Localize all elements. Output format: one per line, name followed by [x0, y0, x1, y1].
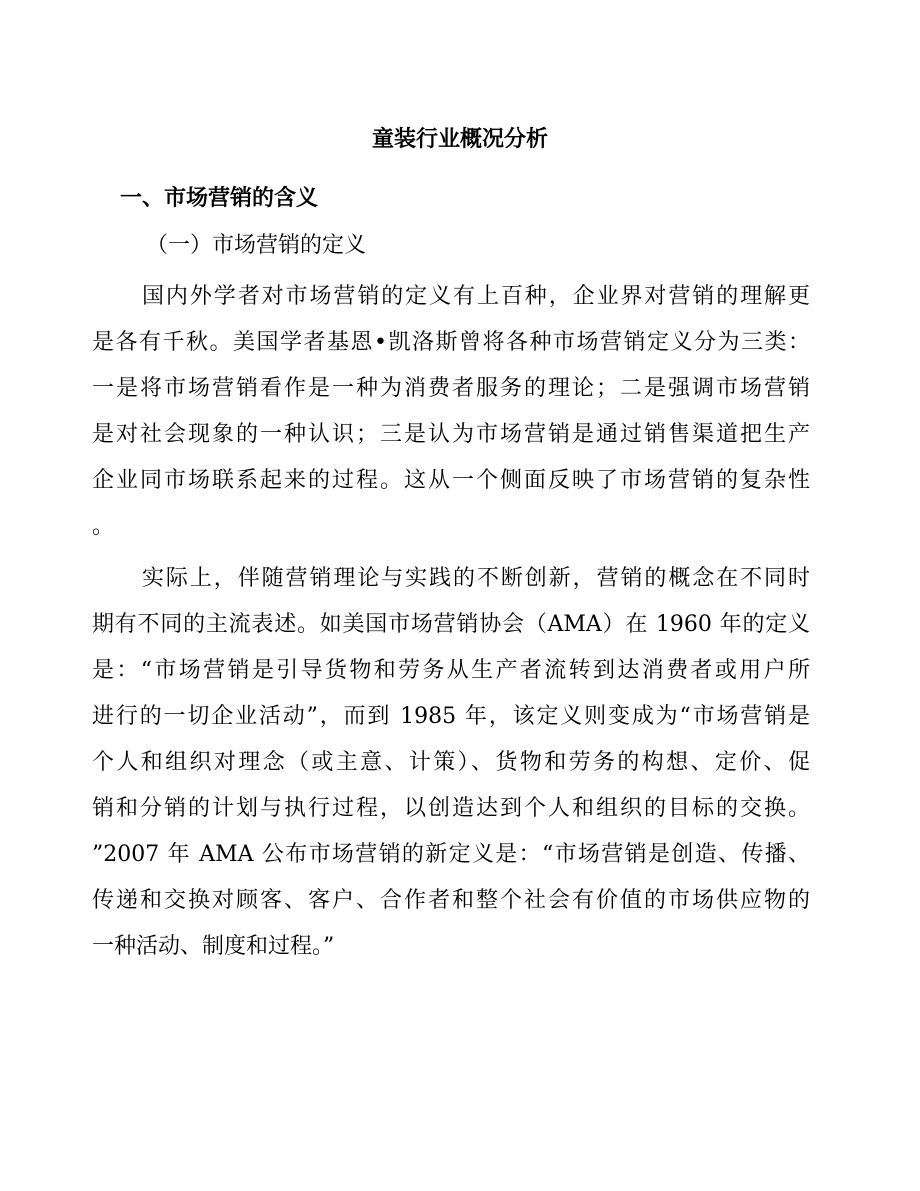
subsection-heading: （一）市场营销的定义: [146, 233, 367, 258]
paragraph-line: 。: [92, 514, 115, 539]
document-title: 童装行业概况分析: [371, 127, 548, 152]
paragraph-line: 传递和交换对顾客、客户、合作者和整个社会有价值的市场供应物的: [92, 888, 810, 913]
paragraph-line: 实际上，伴随营销理论与实践的不断创新，营销的概念在不同时: [142, 566, 810, 591]
paragraph-line: 个人和组织对理念（或主意、计策）、货物和劳务的构想、定价、促: [92, 750, 810, 775]
paragraph-line: 销和分销的计划与执行过程，以创造达到个人和组织的目标的交换。: [92, 796, 810, 821]
paragraph-1: [92, 274, 810, 550]
paragraph-line: 国内外学者对市场营销的定义有上百种，企业界对营销的理解更: [142, 284, 810, 309]
paragraph-line: 企业同市场联系起来的过程。这从一个侧面反映了市场营销的复杂性: [92, 468, 810, 493]
paragraph-line: 进行的一切企业活动”，而到 1985 年，该定义则变成为“市场营销是: [92, 704, 810, 729]
paragraph-line: 一是将市场营销看作是一种为消费者服务的理论；二是强调市场营销: [92, 376, 810, 401]
paragraph-line: 一种活动、制度和过程。”: [92, 934, 335, 959]
paragraph-2: [92, 556, 810, 970]
paragraph-line: 是：“市场营销是引导货物和劳务从生产者流转到达消费者或用户所: [92, 658, 810, 683]
section-heading: 一、市场营销的含义: [120, 186, 319, 211]
paragraph-line: 期有不同的主流表述。如美国市场营销协会（AMA）在 1960 年的定义: [92, 612, 810, 637]
paragraph-line: ”2007 年 AMA 公布市场营销的新定义是：“市场营销是创造、传播、: [92, 842, 810, 867]
paragraph-line: 是各有千秋。美国学者基恩•凯洛斯曾将各种市场营销定义分为三类：: [92, 330, 810, 355]
paragraph-line: 是对社会现象的一种认识；三是认为市场营销是通过销售渠道把生产: [92, 422, 810, 447]
